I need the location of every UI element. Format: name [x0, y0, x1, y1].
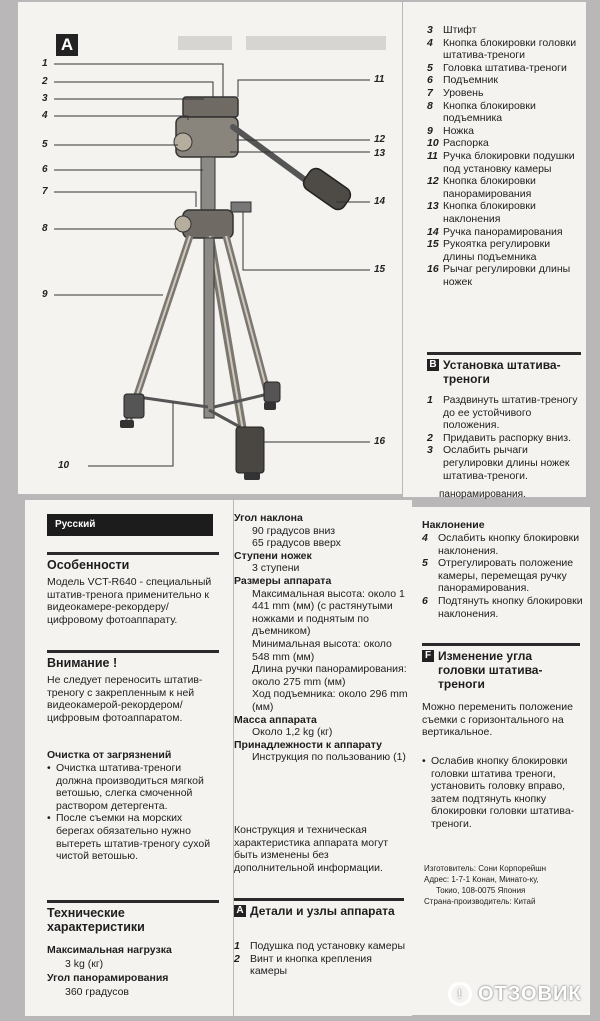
spec-key: Принадлежности к аппарату [234, 738, 382, 751]
callout-3: 3 [42, 93, 48, 104]
foot-right [264, 402, 276, 410]
watermark-text: ОТЗОВИК [478, 982, 582, 1005]
spec-value: Максимальная высота: около 1 441 mm (мм) (с растянутыми ножками и поднятым по дъемником) [252, 587, 405, 638]
callout-10: 10 [58, 460, 70, 471]
spec-value: 90 градусов вниз [252, 524, 336, 537]
spec-value: Минимальная высота: около 548 mm (мм) [252, 637, 392, 663]
section-a-parts [234, 940, 410, 978]
spec-key: Ступени ножек [234, 549, 312, 562]
callout-12: 12 [374, 134, 386, 145]
callout-13: 13 [374, 148, 386, 159]
camera-plate [183, 97, 238, 117]
maker-line: Изготовитель: Сони Корпорейшн [424, 864, 547, 873]
callout-15: 15 [374, 264, 386, 275]
section-rule [422, 643, 580, 646]
list-item: 14 Ручка панорамирования [427, 225, 563, 238]
spec-key: Размеры аппарата [234, 574, 332, 587]
instructions-page-right [412, 507, 590, 1015]
cleaning-bullets [47, 762, 219, 863]
tilt-steps [422, 532, 584, 620]
parts-continued-page [403, 2, 586, 497]
features-text: Модель VCT-R640 - специальный штатив-тренога применительно к видеокамере-рекордеру/ цифровому фотоаппарату. [47, 576, 212, 626]
language-bar: Русский [47, 514, 213, 536]
maker-line: Страна-производитель: Китай [424, 897, 536, 906]
list-item: 3 Ослабить рычаги регулировки длины ножек штатива-треноги. [427, 444, 570, 482]
section-f-title: Изменение угла головки штатива-треноги [438, 649, 543, 691]
callout-9: 9 [42, 289, 48, 300]
section-b-heading [427, 358, 583, 386]
max-load-value: 3 kg (кг) [65, 958, 104, 970]
list-item: • После съемки на морских берегах обязательно нужно вытереть штатив-треногу сухой чистой ветошью. [47, 812, 211, 863]
section-rule [47, 900, 219, 903]
list-item: • Очистка штатива-треноги должна производиться мягкой ветошью, слегка смоченной раствором детергента. [47, 762, 204, 812]
parts-list-continued [427, 24, 583, 288]
pan-handle-rod [233, 127, 308, 182]
callout-4: 4 [42, 110, 48, 121]
maker-line: Токио, 108-0075 Япония [436, 886, 526, 895]
spec-value: Длина ручки панорамирования: около 275 mm (мм) [252, 663, 407, 688]
leg-lock-right [264, 382, 280, 402]
section-a-title: Детали и узлы аппарата [250, 904, 395, 918]
section-f-heading [422, 649, 582, 691]
tilt-title: Наклонение [422, 519, 485, 531]
leg-lock-left [124, 394, 144, 418]
tech-title: Технические характеристики [47, 906, 145, 934]
callout-14: 14 [374, 196, 386, 207]
callout-7: 7 [42, 186, 48, 197]
spec-value: 3 ступени [252, 562, 300, 575]
cut-off-text: панорамирования. [439, 491, 526, 499]
callout-1: 1 [42, 58, 48, 69]
callout-11: 11 [374, 74, 385, 85]
callout-2: 2 [42, 76, 48, 87]
list-item: 15 Рукоятка регулировки длины подъемника [427, 238, 551, 263]
list-item: 2 Придавить распорку вниз. [427, 431, 572, 444]
leg-lock-front [236, 427, 264, 473]
pan-angle-label: Угол панорамирования [47, 972, 169, 984]
section-a-heading [234, 904, 410, 918]
pan-lock-knob [174, 133, 192, 151]
manufacturer-info [424, 863, 588, 907]
list-item: • Ослабив кнопку блокировки головки штатива треноги, установить головку вправо, затем подтянуть кнопку блокировки головки штатива-треноги. [422, 755, 575, 830]
cleaning-title: Очистка от загрязнений [47, 749, 172, 761]
spec-value: Около 1,2 kg (кг) [252, 726, 333, 739]
spec-list [234, 512, 412, 764]
list-item: 1 Раздвинуть штатив-треногу до ее устойчивого положения. [427, 394, 578, 432]
section-a-letter: A [234, 905, 246, 917]
section-f-bullet [422, 755, 584, 831]
features-title: Особенности [47, 558, 130, 572]
list-item: 4 Ослабить кнопку блокировки наклонения. [422, 532, 580, 557]
list-item: 10 Распорка [427, 137, 489, 150]
section-b-title: Установка штатива-треноги [443, 358, 561, 386]
section-b-letter: B [427, 359, 439, 371]
max-load-label: Максимальная нагрузка [47, 944, 172, 956]
warning-title: Внимание ! [47, 656, 118, 670]
center-column [201, 157, 215, 217]
foot-front [244, 472, 260, 480]
section-rule [234, 898, 404, 901]
list-item: 9 Ножка [427, 124, 474, 137]
callout-5: 5 [42, 139, 48, 150]
spec-value: Инструкция по пользованию (1) [252, 751, 406, 764]
foot-left [120, 420, 134, 428]
list-item: 6 Подтянуть кнопку блокировки наклонения. [422, 594, 583, 620]
section-rule [47, 650, 219, 653]
list-item: 16 Рычаг регулировки длины ножек [427, 263, 571, 288]
specs-page-left [25, 500, 233, 1016]
section-f-letter: F [422, 650, 434, 662]
list-item: 6 Подъемник [427, 74, 498, 87]
spec-key: Угол наклона [234, 512, 303, 524]
list-item: 11 Ручка блокировки подушки под установку камеры [427, 149, 575, 175]
column-crank [231, 202, 251, 212]
section-rule [47, 552, 219, 555]
callout-6: 6 [42, 164, 48, 175]
warning-text: Не следует переносить штатив-треногу с закрепленным к ней видеокамерой-рекордером/ цифровым фотоаппаратом. [47, 674, 203, 724]
column-lock-knob [175, 216, 191, 232]
diagram-page [18, 2, 402, 494]
section-rule [427, 352, 581, 355]
specs-page-middle [234, 500, 412, 1016]
callout-8: 8 [42, 223, 48, 234]
maker-line: Адрес: 1-7-1 Конан, Минато-ку, [424, 875, 539, 884]
diagram-section-letter: A [56, 34, 78, 56]
list-item: 2 Винт и кнопка крепления камеры [234, 952, 372, 978]
pan-angle-value: 360 градусов [65, 986, 129, 998]
list-item: 7 Уровень [427, 86, 484, 99]
section-f-intro: Можно переменить положение съемки с горизонтального на вертикальное. [422, 701, 573, 739]
pan-handle-grip [300, 165, 353, 212]
list-item: 4 Кнопка блокировки головки штатива-треноги [427, 36, 577, 62]
watermark [448, 982, 582, 1006]
list-item: 5 Отрегулировать положение камеры, перемещая ручку панорамирования. [422, 557, 574, 595]
notice-text: Конструкция и техническая характеристика аппарата могут быть изменены без дополнительной информации. [234, 824, 388, 874]
list-item: 3 Штифт [427, 24, 477, 36]
section-b-steps [427, 394, 583, 482]
list-item: 13 Кнопка блокировки наклонения [427, 200, 536, 225]
list-item: 1 Подушка под установку камеры [234, 940, 405, 952]
watermark-logo-icon: ! [448, 982, 472, 1006]
callout-16: 16 [374, 436, 386, 447]
list-item: 5 Головка штатива-треноги [427, 61, 567, 74]
list-item: 8 Кнопка блокировки подъемника [427, 99, 536, 125]
list-item: 12 Кнопка блокировки панорамирования [427, 175, 536, 200]
tripod-illustration [18, 2, 402, 494]
spec-key: Масса аппарата [234, 713, 317, 726]
spec-value: Ход подъемника: около 296 mm (мм) [252, 688, 408, 713]
spec-value: 65 градусов вверх [252, 537, 341, 550]
lower-column [204, 238, 214, 418]
